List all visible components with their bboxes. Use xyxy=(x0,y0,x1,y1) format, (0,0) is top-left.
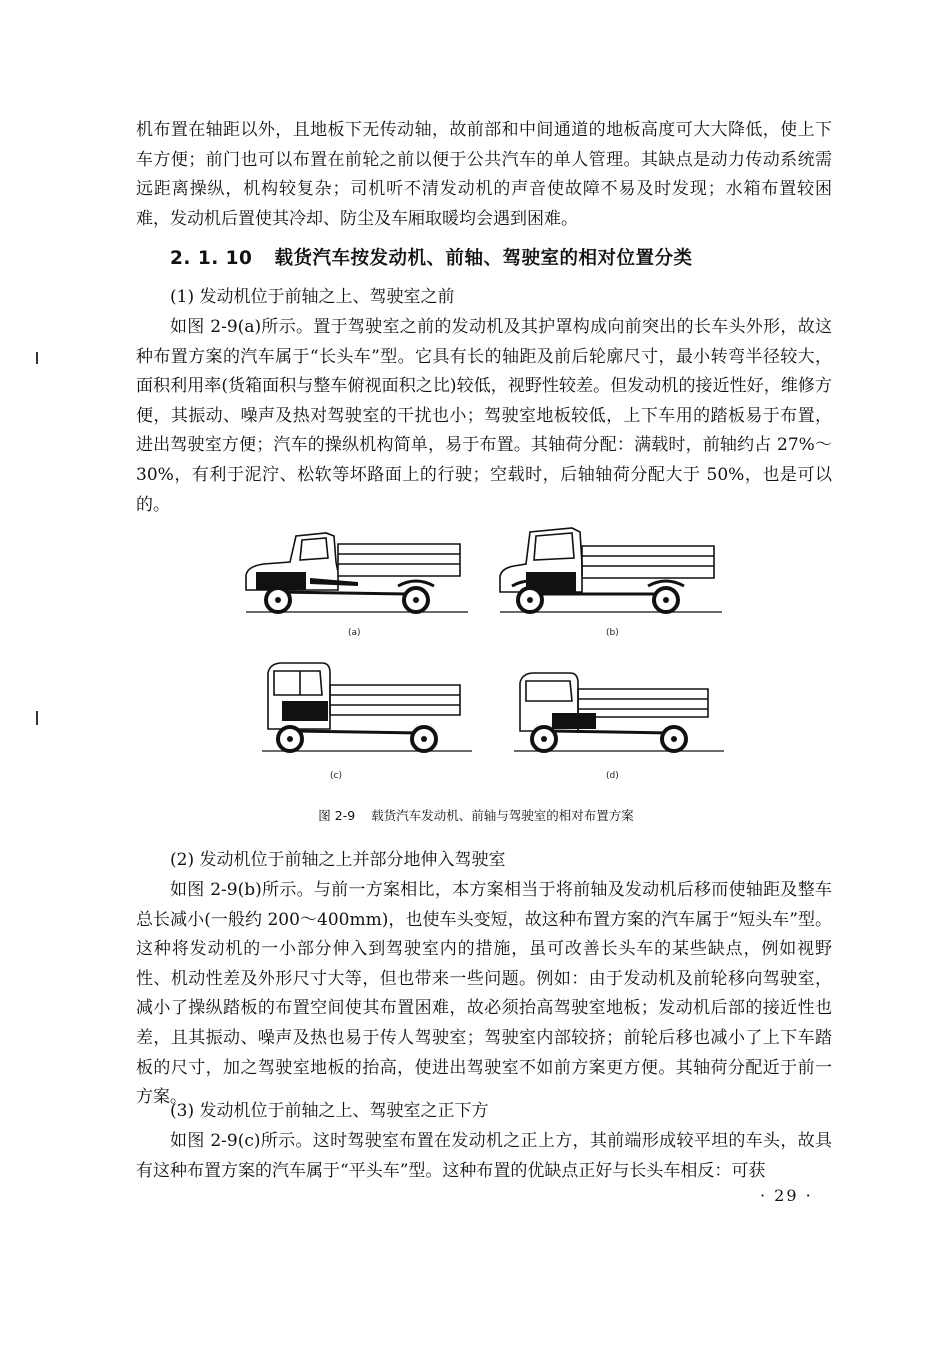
truck-layout-figure xyxy=(230,515,730,787)
figure-label-d: (d) xyxy=(606,771,619,781)
truck-d-illustration xyxy=(512,655,732,760)
item3-heading: (3) 发动机位于前轴之上、驾驶室之正下方 xyxy=(170,1101,489,1121)
item1-body: 如图 2-9(a)所示。置于驾驶室之前的发动机及其护罩构成向前突出的长车头外形，故这种布置方案的汽车属于“长头车”型。它具有长的轴距及前后轮廓尺寸，最小转弯半径较大，面积利用率(货箱面积与整车俯视面积之比)较低，视野性较差。但发动机的接近性好，维修方便，其振动、噪声及热对驾驶室的干扰也小；驾驶室地板较低，上下车用的踏板易于布置，进出驾驶室方便；汽车的操纵机构简单，易于布置。其轴荷分配：满载时，前轴约占 27%～30%，有利于泥泞、松软等坏路面上的行驶；空载时，后轴轴荷分配大于 50%，也是可以的。 xyxy=(136,317,832,515)
section-heading xyxy=(136,244,836,270)
truck-c-illustration xyxy=(260,655,480,760)
figure-caption-number: 图 2-9 xyxy=(318,808,356,823)
figure-caption xyxy=(0,806,952,824)
section-title: 载货汽车按发动机、前轴、驾驶室的相对位置分类 xyxy=(274,248,693,269)
figure-label-c: (c) xyxy=(330,771,342,781)
figure-label-a: (a) xyxy=(348,628,361,638)
truck-b-illustration xyxy=(492,520,727,625)
scan-mark xyxy=(36,352,38,364)
item2-body: 如图 2-9(b)所示。与前一方案相比，本方案相当于将前轴及发动机后移而使轴距及整车总长减小(一般约 200～400mm)，也使车头变短，故这种布置方案的汽车属于“短头车”型。这种将发动机的一小部分伸入到驾驶室内的措施，虽可改善长头车的某些缺点，例如视野性、机动性差及外形尺寸大等，但也带来一些问题。例如：由于发动机及前轮移向驾驶室，减小了操纵踏板的布置空间使其布置困难，故必须抬高驾驶室地板；发动机后部的接近性也差，且其振动、噪声及热也易于传人驾驶室；驾驶室内部较挤；前轮后移也减小了上下车踏板的尺寸，加之驾驶室地板的抬高，使进出驾驶室不如前方案更方便。其轴荷分配近于前一方案。 xyxy=(136,880,832,1108)
scan-mark xyxy=(36,711,38,725)
item3-body: 如图 2-9(c)所示。这时驾驶室布置在发动机之正上方，其前端形成较平坦的车头，故具有这种布置方案的汽车属于“平头车”型。这种布置的优缺点正好与长头车相反：可获 xyxy=(136,1131,832,1181)
truck-a-illustration xyxy=(238,520,473,625)
section-number: 2. 1. 10 xyxy=(170,248,253,269)
figure-label-b: (b) xyxy=(606,628,619,638)
item1-heading: (1) 发动机位于前轴之上、驾驶室之前 xyxy=(170,287,455,307)
intro-paragraph: 机布置在轴距以外，且地板下无传动轴，故前部和中间通道的地板高度可大大降低，使上下车方便；前门也可以布置在前轮之前以便于公共汽车的单人管理。其缺点是动力传动系统需远距离操纵，机构较复杂；司机听不清发动机的声音使故障不易及时发现；水箱布置较困难，发动机后置使其冷却、防尘及车厢取暖均会遇到困难。 xyxy=(136,120,832,229)
page-number: · 29 · xyxy=(760,1186,813,1205)
figure-caption-text: 载货汽车发动机、前轴与驾驶室的相对布置方案 xyxy=(371,808,634,823)
item2-heading: (2) 发动机位于前轴之上并部分地伸入驾驶室 xyxy=(170,850,506,870)
